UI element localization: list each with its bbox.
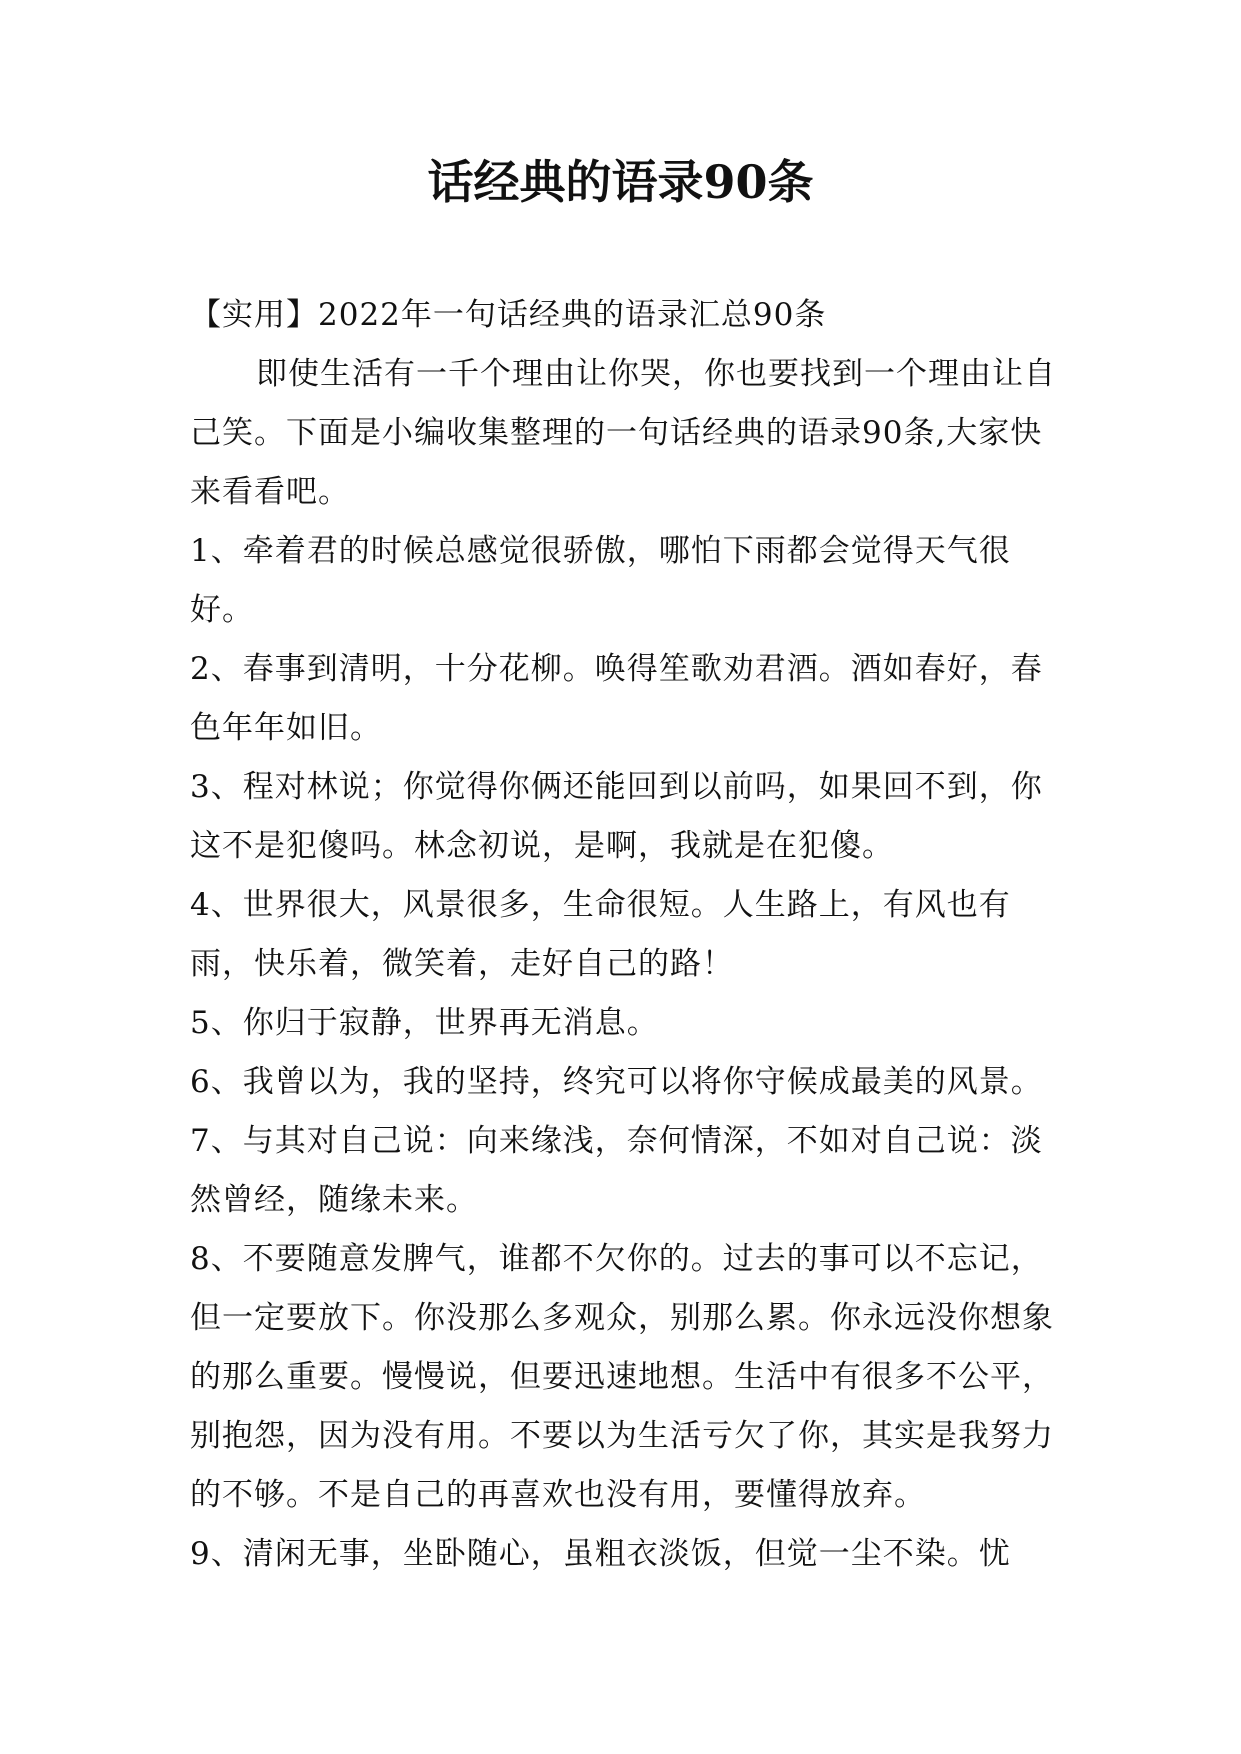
- list-item: 5、你归于寂静，世界再无消息。: [190, 1005, 659, 1041]
- list-item: 8、不要随意发脾气，谁都不欠你的。过去的事可以不忘记，但一定要放下。你没那么多观众，别那么累。你永远没你想象的那么重要。慢慢说，但要迅速地想。生活中有很多不公平，别抱怨，因为没有用。不要以为生活亏欠了你，其实是我努力的不够。不是自己的再喜欢也没有用，要懂得放弃。: [190, 1241, 1054, 1513]
- list-item: 3、程对林说；你觉得你俩还能回到以前吗，如果回不到，你这不是犯傻吗。林念初说，是啊，我就是在犯傻。: [190, 769, 1043, 864]
- list-item: 2、春事到清明，十分花柳。唤得笙歌劝君酒。酒如春好，春色年年如旧。: [190, 651, 1043, 746]
- document-subtitle: 【实用】2022年一句话经典的语录汇总90条: [190, 297, 827, 333]
- document-body: [190, 286, 1070, 1584]
- list-item: 4、世界很大，风景很多，生命很短。人生路上，有风也有雨，快乐着，微笑着，走好自己的路！: [190, 887, 1011, 982]
- document-title: 话经典的语录90条: [427, 155, 814, 209]
- intro-paragraph: 即使生活有一千个理由让你哭，你也要找到一个理由让自己笑。下面是小编收集整理的一句话经典的语录90条,大家快来看看吧。: [190, 356, 1056, 510]
- list-item: 9、清闲无事，坐卧随心，虽粗衣淡饭，但觉一尘不染。忧: [190, 1536, 1011, 1572]
- list-item: 1、牵着君的时候总感觉很骄傲，哪怕下雨都会觉得天气很好。: [190, 533, 1011, 628]
- list-item: 6、我曾以为，我的坚持，终究可以将你守候成最美的风景。: [190, 1064, 1043, 1100]
- list-item: 7、与其对自己说：向来缘浅，奈何情深，不如对自己说：淡然曾经，随缘未来。: [190, 1123, 1043, 1218]
